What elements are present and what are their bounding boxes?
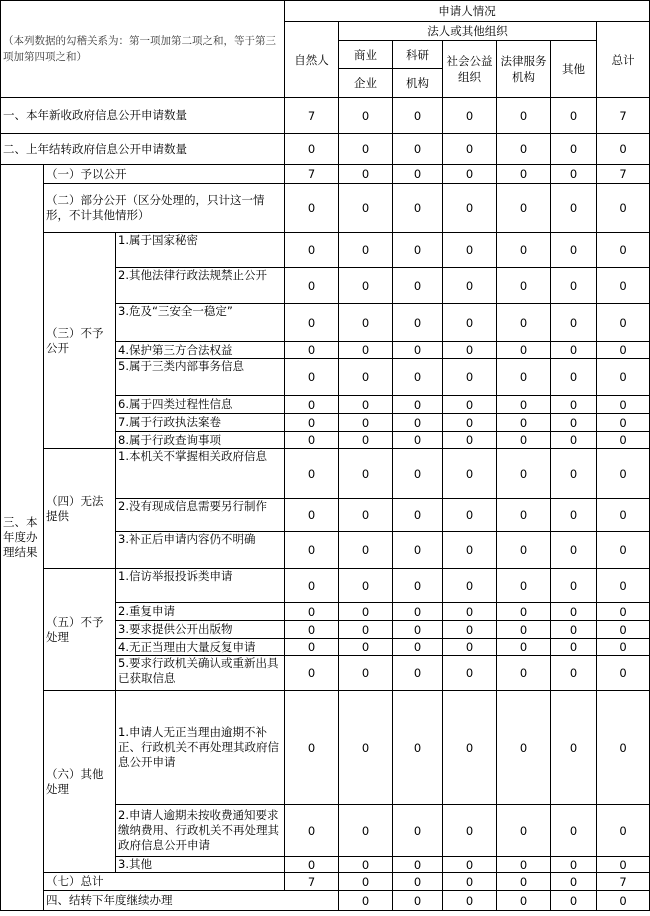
value-cell-research-institution: 0	[393, 621, 443, 639]
header-legal-service: 法律服务机构	[497, 41, 551, 98]
value-cell-total: 0	[597, 449, 650, 499]
header-social-welfare: 社会公益组织	[443, 41, 497, 98]
value-cell-commercial-enterprise: 0	[339, 621, 393, 639]
value-cell-commercial-enterprise: 0	[339, 233, 393, 268]
value-cell-natural-person: 0	[285, 603, 339, 621]
value-cell-legal-service: 0	[497, 621, 551, 639]
value-cell-research-institution: 0	[393, 639, 443, 656]
value-cell-legal-service: 0	[497, 603, 551, 621]
value-cell-natural-person: 0	[285, 857, 339, 873]
value-cell-natural-person: 0	[285, 414, 339, 432]
value-cell-total: 0	[597, 691, 650, 805]
value-cell-commercial-enterprise: 0	[339, 691, 393, 805]
value-cell-commercial-enterprise: 0	[339, 98, 393, 134]
value-cell-legal-service: 0	[497, 805, 551, 857]
value-cell-research-institution: 0	[393, 134, 443, 165]
value-cell-commercial-enterprise: 0	[339, 134, 393, 165]
value-cell-legal-service: 0	[497, 98, 551, 134]
value-cell-research-institution: 0	[393, 499, 443, 532]
value-cell-commercial-enterprise: 0	[339, 184, 393, 233]
value-cell-total: 0	[597, 233, 650, 268]
value-cell-total: 7	[597, 165, 650, 184]
group-label-not-disclosed: （三）不予公开	[44, 233, 116, 449]
value-cell-total: 0	[597, 414, 650, 432]
header-research: 科研	[393, 41, 443, 69]
header-institution: 机构	[393, 69, 443, 98]
header-applicant-situation: 申请人情况	[285, 1, 650, 22]
value-cell-research-institution: 0	[393, 98, 443, 134]
value-cell-natural-person: 7	[285, 98, 339, 134]
value-cell-social-welfare: 0	[443, 342, 497, 359]
row-label-overdue-fee: 2.申请人逾期未按收费通知要求缴纳费用、行政机关不再处理其政府信息公开申请	[116, 805, 285, 857]
row-label-third-party: 4.保护第三方合法权益	[116, 342, 285, 359]
value-cell-natural-person: 0	[285, 691, 339, 805]
value-cell-social-welfare: 0	[443, 621, 497, 639]
header-total: 总计	[597, 22, 650, 98]
value-cell-total: 0	[597, 857, 650, 873]
row-label-not-held: 1.本机关不掌握相关政府信息	[116, 449, 285, 499]
value-cell-legal-service: 0	[497, 304, 551, 342]
value-cell-natural-person: 0	[285, 304, 339, 342]
value-cell-natural-person: 0	[285, 184, 339, 233]
value-cell-total: 0	[597, 268, 650, 304]
row-label-disclosed: （一）予以公开	[44, 165, 285, 184]
row-label-reconfirm: 5.要求行政机关确认或重新出具已获取信息	[116, 656, 285, 691]
table-note: （本列数据的勾稽关系为：第一项加第二项之和，等于第三项加第四项之和）	[1, 1, 285, 98]
value-cell-total: 0	[597, 621, 650, 639]
value-cell-social-welfare: 0	[443, 857, 497, 873]
row-label-carry-forward: 四、结转下年度继续办理	[44, 891, 339, 911]
value-cell-natural-person: 0	[285, 805, 339, 857]
row-label-need-to-create: 2.没有现成信息需要另行制作	[116, 499, 285, 532]
value-cell-research-institution: 0	[393, 268, 443, 304]
value-cell-legal-service: 0	[497, 396, 551, 414]
value-cell-research-institution: 0	[393, 532, 443, 569]
value-cell-natural-person: 0	[285, 639, 339, 656]
value-cell-commercial-enterprise: 0	[339, 414, 393, 432]
value-cell-total: 0	[597, 656, 650, 691]
value-cell-legal-service: 0	[497, 857, 551, 873]
value-cell-social-welfare: 0	[443, 569, 497, 603]
value-cell-commercial-enterprise: 0	[339, 268, 393, 304]
value-cell-other: 0	[551, 532, 597, 569]
value-cell-other: 0	[551, 304, 597, 342]
row-label-other: 3.其他	[116, 857, 285, 873]
value-cell-research-institution: 0	[393, 165, 443, 184]
value-cell-research-institution: 0	[393, 873, 443, 891]
value-cell-social-welfare: 0	[443, 805, 497, 857]
header-commercial: 商业	[339, 41, 393, 69]
row-label-publications: 3.要求提供公开出版物	[116, 621, 285, 639]
value-cell-other: 0	[551, 873, 597, 891]
value-cell-commercial-enterprise: 0	[339, 304, 393, 342]
value-cell-legal-service: 0	[497, 432, 551, 449]
value-cell-other: 0	[551, 396, 597, 414]
row-label-three-security: 3.危及“三安全一稳定”	[116, 304, 285, 342]
row-label-enforcement-files: 7.属于行政执法案卷	[116, 414, 285, 432]
group-label-unable-to-provide: （四）无法提供	[44, 449, 116, 569]
value-cell-commercial-enterprise: 0	[339, 449, 393, 499]
value-cell-commercial-enterprise: 0	[339, 656, 393, 691]
value-cell-other: 0	[551, 449, 597, 499]
value-cell-natural-person: 0	[285, 532, 339, 569]
value-cell-legal-service: 0	[497, 691, 551, 805]
value-cell-other: 0	[551, 165, 597, 184]
header-natural-person: 自然人	[285, 22, 339, 98]
value-cell-legal-service: 0	[497, 414, 551, 432]
row-label-query-matters: 8.属于行政查询事项	[116, 432, 285, 449]
value-cell-commercial-enterprise: 0	[339, 639, 393, 656]
value-cell-natural-person: 0	[285, 396, 339, 414]
value-cell-research-institution: 0	[393, 449, 443, 499]
value-cell-natural-person: 0	[285, 134, 339, 165]
value-cell-legal-service: 0	[497, 359, 551, 396]
value-cell-legal-service: 0	[497, 532, 551, 569]
value-cell-social-welfare: 0	[443, 268, 497, 304]
value-cell-social-welfare: 0	[443, 532, 497, 569]
value-cell-total: 0	[597, 603, 650, 621]
value-cell-natural-person: 0	[285, 449, 339, 499]
value-cell-natural-person: 0	[285, 359, 339, 396]
value-cell-social-welfare: 0	[443, 134, 497, 165]
row-label-overdue-correction: 1.申请人无正当理由逾期不补正、行政机关不再处理其政府信息公开申请	[116, 691, 285, 805]
value-cell-total: 0	[597, 184, 650, 233]
value-cell-commercial-enterprise: 0	[339, 569, 393, 603]
value-cell-social-welfare: 0	[497, 891, 551, 911]
row-label-repeat: 2.重复申请	[116, 603, 285, 621]
value-cell-legal-service: 0	[497, 134, 551, 165]
value-cell-legal-service: 0	[497, 184, 551, 233]
value-cell-social-welfare: 0	[443, 165, 497, 184]
value-cell-research-institution: 0	[393, 359, 443, 396]
value-cell-commercial-enterprise: 0	[339, 165, 393, 184]
value-cell-social-welfare: 0	[443, 98, 497, 134]
value-cell-other: 0	[551, 857, 597, 873]
value-cell-total: 0	[597, 569, 650, 603]
value-cell-social-welfare: 0	[443, 656, 497, 691]
value-cell-total: 0	[597, 499, 650, 532]
value-cell-legal-service: 0	[497, 449, 551, 499]
value-cell-social-welfare: 0	[443, 184, 497, 233]
value-cell-other: 0	[551, 414, 597, 432]
value-cell-natural-person: 0	[339, 891, 393, 911]
header-legal-or-other: 法人或其他组织	[339, 22, 597, 41]
row-label-carried-over: 二、上年结转政府信息公开申请数量	[1, 134, 285, 165]
group-label-other-processing: （六）其他处理	[44, 691, 116, 873]
value-cell-social-welfare: 0	[443, 449, 497, 499]
value-cell-total: 0	[597, 639, 650, 656]
value-cell-legal-service: 0	[497, 233, 551, 268]
value-cell-commercial-enterprise: 0	[339, 603, 393, 621]
value-cell-research-institution: 0	[443, 891, 497, 911]
value-cell-commercial-enterprise: 0	[339, 873, 393, 891]
header-enterprise: 企业	[339, 69, 393, 98]
value-cell-commercial-enterprise: 0	[339, 857, 393, 873]
value-cell-natural-person: 0	[285, 656, 339, 691]
value-cell-natural-person: 0	[285, 499, 339, 532]
row-label-state-secret: 1.属于国家秘密	[116, 233, 285, 268]
row-label-mass-repeat: 4.无正当理由大量反复申请	[116, 639, 285, 656]
value-cell-other: 0	[551, 98, 597, 134]
value-cell-total: 0	[597, 432, 650, 449]
value-cell-social-welfare: 0	[443, 432, 497, 449]
value-cell-natural-person: 0	[285, 621, 339, 639]
value-cell-commercial-enterprise: 0	[393, 891, 443, 911]
value-cell-other: 0	[551, 432, 597, 449]
value-cell-research-institution: 0	[393, 805, 443, 857]
row-label-partially-disclosed: （二）部分公开（区分处理的，只计这一情形，不计其他情形）	[44, 184, 285, 233]
value-cell-research-institution: 0	[393, 569, 443, 603]
value-cell-research-institution: 0	[393, 603, 443, 621]
row-label-total: （七）总计	[44, 873, 285, 891]
value-cell-natural-person: 7	[285, 873, 339, 891]
value-cell-research-institution: 0	[393, 656, 443, 691]
value-cell-research-institution: 0	[393, 432, 443, 449]
value-cell-total: 0	[597, 359, 650, 396]
value-cell-other: 0	[551, 603, 597, 621]
value-cell-social-welfare: 0	[443, 639, 497, 656]
value-cell-legal-service: 0	[497, 342, 551, 359]
row-label-process-info: 6.属于四类过程性信息	[116, 396, 285, 414]
value-cell-social-welfare: 0	[443, 233, 497, 268]
value-cell-other: 0	[551, 656, 597, 691]
value-cell-other: 0	[551, 691, 597, 805]
value-cell-research-institution: 0	[393, 342, 443, 359]
value-cell-legal-service: 0	[551, 891, 597, 911]
value-cell-other: 0	[551, 805, 597, 857]
value-cell-other: 0	[551, 268, 597, 304]
value-cell-other: 0	[551, 359, 597, 396]
value-cell-commercial-enterprise: 0	[339, 396, 393, 414]
value-cell-research-institution: 0	[393, 233, 443, 268]
value-cell-research-institution: 0	[393, 414, 443, 432]
value-cell-commercial-enterprise: 0	[339, 805, 393, 857]
header-other: 其他	[551, 41, 597, 98]
row-label-new-applications: 一、本年新收政府信息公开申请数量	[1, 98, 285, 134]
value-cell-legal-service: 0	[497, 499, 551, 532]
value-cell-social-welfare: 0	[443, 359, 497, 396]
value-cell-total: 0	[597, 134, 650, 165]
group-label-not-processed: （五）不予处理	[44, 569, 116, 691]
value-cell-natural-person: 7	[285, 165, 339, 184]
value-cell-legal-service: 0	[497, 656, 551, 691]
row-label-law-prohibited: 2.其他法律行政法规禁止公开	[116, 268, 285, 304]
value-cell-total: 0	[597, 532, 650, 569]
row-label-petition: 1.信访举报投诉类申请	[116, 569, 285, 603]
value-cell-social-welfare: 0	[443, 691, 497, 805]
value-cell-commercial-enterprise: 0	[339, 359, 393, 396]
value-cell-social-welfare: 0	[443, 603, 497, 621]
value-cell-total: 0	[597, 805, 650, 857]
value-cell-natural-person: 0	[285, 268, 339, 304]
value-cell-other: 0	[597, 891, 650, 911]
value-cell-legal-service: 0	[497, 569, 551, 603]
value-cell-total: 0	[597, 304, 650, 342]
value-cell-social-welfare: 0	[443, 499, 497, 532]
value-cell-other: 0	[551, 569, 597, 603]
value-cell-research-institution: 0	[393, 857, 443, 873]
value-cell-natural-person: 0	[285, 569, 339, 603]
value-cell-research-institution: 0	[393, 691, 443, 805]
value-cell-other: 0	[551, 134, 597, 165]
value-cell-total: 0	[597, 342, 650, 359]
value-cell-natural-person: 0	[285, 342, 339, 359]
value-cell-legal-service: 0	[497, 268, 551, 304]
value-cell-legal-service: 0	[497, 639, 551, 656]
value-cell-social-welfare: 0	[443, 396, 497, 414]
value-cell-other: 0	[551, 621, 597, 639]
value-cell-total: 0	[597, 396, 650, 414]
section-label-results: 三、本年度办理结果	[1, 165, 44, 911]
row-label-internal-affairs: 5.属于三类内部事务信息	[116, 359, 285, 396]
value-cell-research-institution: 0	[393, 184, 443, 233]
value-cell-other: 0	[551, 499, 597, 532]
value-cell-commercial-enterprise: 0	[339, 432, 393, 449]
row-label-still-unclear: 3.补正后申请内容仍不明确	[116, 532, 285, 569]
value-cell-other: 0	[551, 342, 597, 359]
value-cell-other: 0	[551, 233, 597, 268]
value-cell-social-welfare: 0	[443, 873, 497, 891]
value-cell-total: 7	[597, 98, 650, 134]
value-cell-social-welfare: 0	[443, 414, 497, 432]
value-cell-research-institution: 0	[393, 396, 443, 414]
value-cell-legal-service: 0	[497, 165, 551, 184]
value-cell-social-welfare: 0	[443, 304, 497, 342]
value-cell-natural-person: 0	[285, 432, 339, 449]
value-cell-total: 7	[597, 873, 650, 891]
value-cell-commercial-enterprise: 0	[339, 342, 393, 359]
value-cell-legal-service: 0	[497, 873, 551, 891]
value-cell-other: 0	[551, 639, 597, 656]
value-cell-commercial-enterprise: 0	[339, 532, 393, 569]
value-cell-other: 0	[551, 184, 597, 233]
value-cell-natural-person: 0	[285, 233, 339, 268]
value-cell-commercial-enterprise: 0	[339, 499, 393, 532]
value-cell-research-institution: 0	[393, 304, 443, 342]
